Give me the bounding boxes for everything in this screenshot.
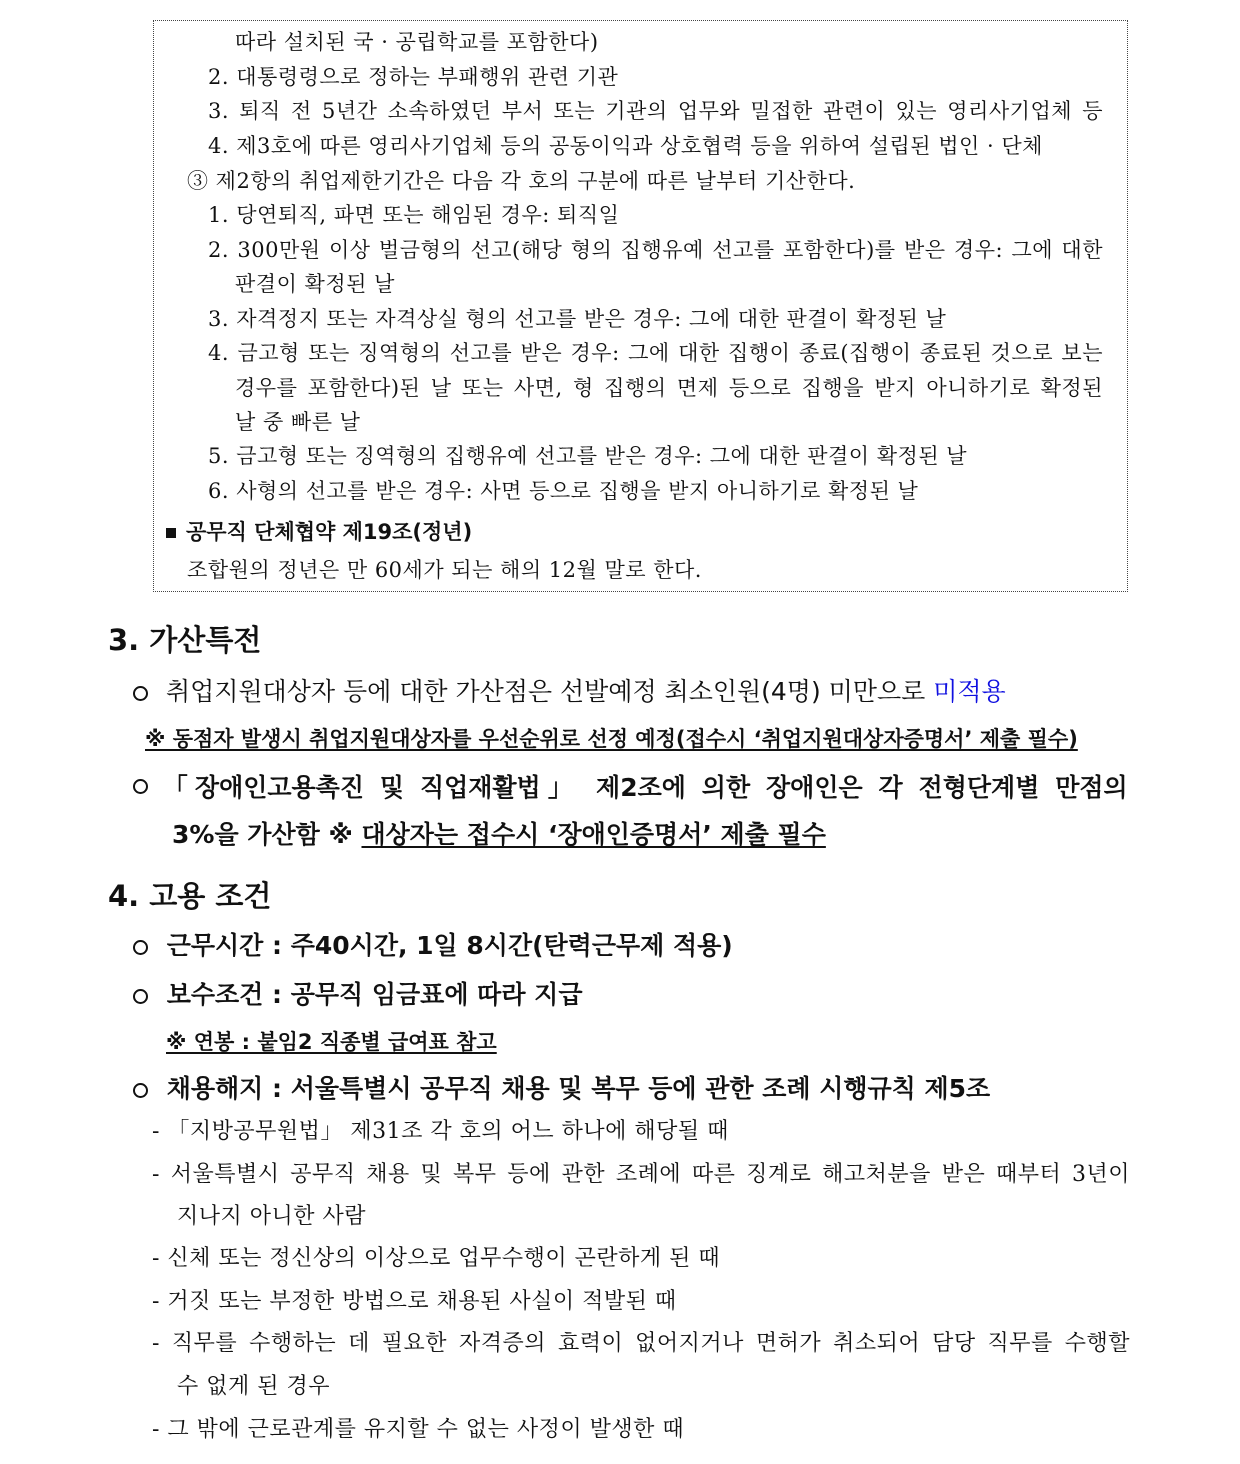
section-3-item-1 bbox=[133, 672, 1006, 708]
termination-item-4: - 거짓 또는 부정한 방법으로 채용된 사실이 적발된 때 bbox=[152, 1289, 677, 1314]
termination-item-1: - 「지방공무원법」 제31조 각 호의 어느 하나에 해당될 때 bbox=[152, 1119, 729, 1144]
section-4-title: 4. 고용 조건 bbox=[108, 879, 272, 913]
box-line-sub-2-cont: 판결이 확정된 날 bbox=[235, 272, 395, 296]
termination-item-5: - 직무를 수행하는 데 필요한 자격증의 효력이 없어지거나 면허가 취소되어 담당 직무를 수행할 bbox=[152, 1331, 1130, 1356]
box-line-sub-1: 1. 당연퇴직, 파면 또는 해임된 경우: 퇴직일 bbox=[208, 203, 620, 227]
box-line-item-2: 2. 대통령령으로 정하는 부패행위 관련 기관 bbox=[208, 65, 619, 89]
box-line-sub-3: 3. 자격정지 또는 자격상실 형의 선고를 받은 경우: 그에 대한 판결이 확정된 날 bbox=[208, 307, 947, 331]
not-applied-highlight: 미적용 bbox=[933, 677, 1006, 706]
item-2-line-2: 3%을 가산함 bbox=[172, 820, 329, 849]
termination-item-6: - 그 밖에 근로관계를 유지할 수 없는 사정이 발생한 때 bbox=[152, 1417, 685, 1442]
box-line-sub-4: 4. 금고형 또는 징역형의 선고를 받은 경우: 그에 대한 집행이 종료(집행이 종료된 것으로 보는 bbox=[208, 341, 1103, 365]
termination-item-2: - 서울특별시 공무직 채용 및 복무 등에 관한 조례에 따른 징계로 해고처분을 받은 때부터 3년이 bbox=[152, 1162, 1130, 1187]
circle-bullet-icon bbox=[133, 1083, 148, 1098]
item-1-text: 취업지원대상자 등에 대한 가산점은 선발예정 최소인원(4명) 미만으로 bbox=[165, 677, 934, 706]
box-line-sub-4-cont: 경우를 포함한다)된 날 또는 사면, 형 집행의 면제 등으로 집행을 받지 아니하기로 확정된 bbox=[235, 376, 1103, 400]
square-bullet-icon bbox=[166, 528, 176, 538]
pay-note: ※ 연봉 : 붙임2 직종별 급여표 참고 bbox=[166, 1030, 497, 1054]
box-line-continuation: 따라 설치된 국 · 공립학교를 포함한다) bbox=[235, 30, 599, 54]
article-heading bbox=[166, 519, 472, 545]
box-line-item-3: 3. 퇴직 전 5년간 소속하였던 부서 또는 기관의 업무와 밀접한 관련이 있는 영리사기업체 등 bbox=[208, 99, 1103, 123]
box-line-paragraph-3: ③ 제2항의 취업제한기간은 다음 각 호의 구분에 따른 날부터 기산한다. bbox=[187, 169, 856, 193]
circle-bullet-icon bbox=[133, 989, 148, 1004]
termination-item-5-cont: 수 없게 된 경우 bbox=[177, 1374, 330, 1399]
box-line-sub-5: 5. 금고형 또는 징역형의 집행유예 선고를 받은 경우: 그에 대한 판결이 확정된 날 bbox=[208, 444, 968, 468]
work-hours-text: 근무시간 : 주40시간, 1일 8시간(탄력근무제 적용) bbox=[166, 931, 733, 960]
circle-bullet-icon bbox=[133, 686, 148, 701]
termination-text: 채용해지 : 서울특별시 공무직 채용 및 복무 등에 관한 조례 시행규칙 제5조 bbox=[166, 1074, 991, 1103]
work-hours-item bbox=[133, 926, 733, 962]
circle-bullet-icon bbox=[133, 940, 148, 955]
circle-bullet-icon bbox=[133, 779, 148, 794]
box-line-sub-2: 2. 300만원 이상 벌금형의 선고(해당 형의 집행유예 선고를 포함한다)를 받은 경우: 그에 대한 bbox=[208, 238, 1103, 262]
note-mark: ※ bbox=[328, 820, 353, 849]
termination-item-3: - 신체 또는 정신상의 이상으로 업무수행이 곤란하게 된 때 bbox=[152, 1246, 721, 1271]
pay-item bbox=[133, 975, 583, 1011]
box-line-sub-6: 6. 사형의 선고를 받은 경우: 사면 등으로 집행을 받지 아니하기로 확정된 날 bbox=[208, 479, 919, 503]
section-3-item-2-cont bbox=[172, 815, 826, 851]
item-2-line-1: 「장애인고용촉진 및 직업재활법」 제2조에 의한 장애인은 각 전형단계별 만점의 bbox=[162, 773, 1128, 802]
article-title: 공무직 단체협약 제19조(정년) bbox=[186, 520, 473, 544]
section-3-item-2 bbox=[133, 768, 1130, 804]
article-text: 조합원의 정년은 만 60세가 되는 해의 12월 말로 한다. bbox=[187, 558, 702, 582]
pay-text: 보수조건 : 공무직 임금표에 따라 지급 bbox=[166, 980, 583, 1009]
box-line-item-4: 4. 제3호에 따른 영리사기업체 등의 공동이익과 상호협력 등을 위하여 설립된 법인 · 단체 bbox=[208, 134, 1043, 158]
disability-cert-note: 대상자는 접수시 ‘장애인증명서’ 제출 필수 bbox=[361, 820, 826, 849]
section-3-title: 3. 가산특전 bbox=[108, 623, 262, 657]
termination-item bbox=[133, 1069, 990, 1105]
tie-note: ※ 동점자 발생시 취업지원대상자를 우선순위로 선정 예정(접수시 ‘취업지원대상자증명서’ 제출 필수) bbox=[145, 727, 1078, 751]
termination-item-2-cont: 지나지 아니한 사람 bbox=[177, 1204, 367, 1229]
box-line-sub-4-cont2: 날 중 빠른 날 bbox=[235, 410, 361, 434]
